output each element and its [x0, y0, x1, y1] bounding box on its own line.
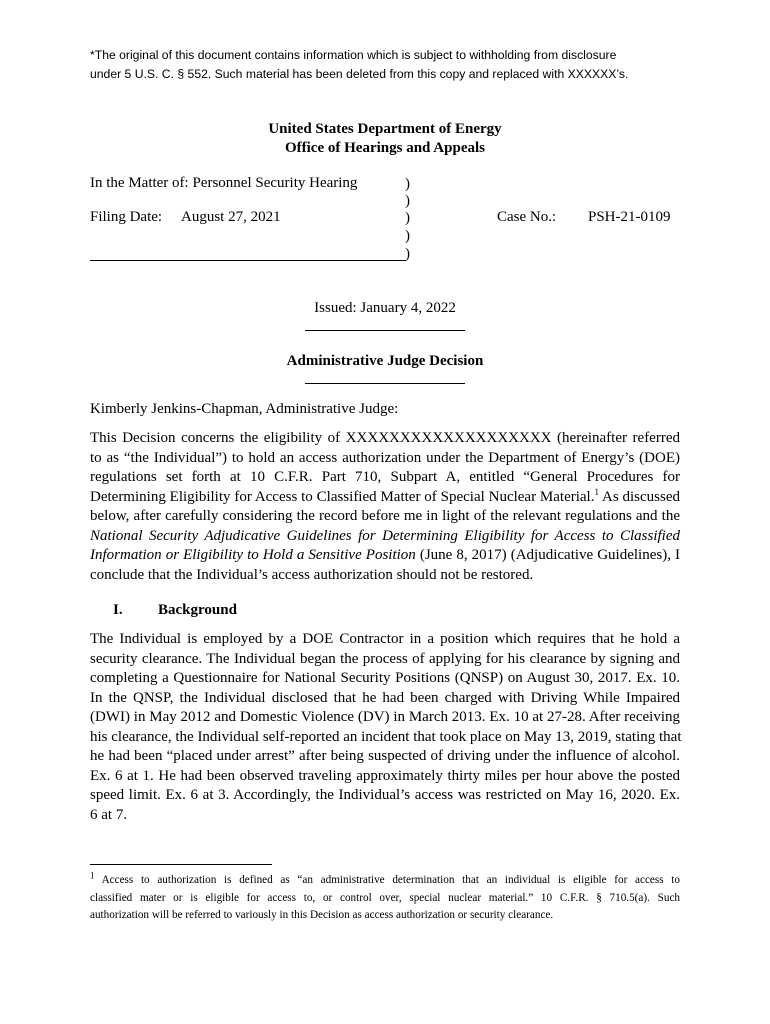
divider-line — [305, 383, 465, 384]
background-line: The Individual is employed by a DOE Contractor in a position which requires that he hold a — [90, 631, 680, 647]
notice-line-2: under 5 U.S. C. § 552. Such material has been deleted from this copy and replaced with XXXXXX’s. — [90, 67, 629, 81]
intro-line-text: Determining Eligibility for Access to Classified Matter of Special Nuclear Material. — [90, 488, 595, 505]
background-line: speed limit. Ex. 6 at 3. Accordingly, the Individual’s access was restricted on May 16, 2020. Ex. — [90, 787, 680, 803]
footnote-text: Access to authorization is defined as “an administrative determination that an individual is eligible for access to — [94, 874, 680, 886]
notice-line-1: *The original of this document contains information which is subject to withholding from disclosure — [90, 48, 617, 62]
footnote-ref: 1 — [594, 486, 599, 497]
footnote-marker: 1 — [90, 870, 95, 881]
withholding-notice — [90, 46, 690, 84]
intro-line: below, after carefully considering the record before me in light of the relevant regulations and the — [90, 508, 680, 524]
intro-line-tail: (June 8, 2017) (Adjudicative Guidelines), I — [415, 547, 680, 563]
matter-caption: In the Matter of: Personnel Security Hearing — [90, 175, 358, 191]
office-title: Office of Hearings and Appeals — [284, 140, 485, 156]
divider-line — [305, 330, 465, 331]
caption-paren: ) — [405, 246, 410, 262]
intro-line-italic: National Security Adjudicative Guidelines for Determining Eligibility for Access to Classified — [90, 527, 680, 544]
footnote-line: classified mater or is eligible for access to, or control over, special nuclear material.” 10 C.F.R. § 710.5(a). Such — [90, 891, 680, 904]
caption-paren: ) — [405, 176, 410, 192]
intro-line-tail: As discussed — [598, 488, 680, 505]
footnote-separator — [90, 864, 272, 865]
guidelines-title: Information or Eligibility to Hold a Sensitive Position — [90, 547, 416, 563]
background-line: he had been “placed under arrest” after being suspected of driving under the influence of alcohol. — [90, 748, 680, 764]
caption-paren: ) — [405, 193, 410, 209]
caption-underline — [90, 260, 406, 261]
intro-line: This Decision concerns the eligibility of XXXXXXXXXXXXXXXXXXX (hereinafter referred — [90, 430, 680, 446]
department-title: United States Department of Energy — [268, 121, 502, 137]
footnote — [90, 872, 680, 925]
intro-line — [90, 488, 680, 508]
intro-line — [90, 546, 680, 566]
background-line: Ex. 6 at 1. He had been observed traveling approximately thirty miles per hour above the posted — [90, 767, 680, 784]
case-number-label: Case No.: — [497, 209, 557, 225]
intro-line: regulations set forth at 10 C.F.R. Part 710, Subpart A, entitled “General Procedures for — [90, 469, 680, 485]
background-line: (DWI) in May 2012 and Domestic Violence (DV) in March 2013. Ex. 10 at 27-28. After receiving — [90, 709, 680, 725]
background-paragraph — [90, 630, 680, 825]
intro-line: to as “the Individual”) to hold an access authorization under the Department of Energy’s (DOE) — [90, 449, 680, 466]
caption-paren: ) — [405, 210, 410, 226]
intro-paragraph — [90, 429, 680, 585]
caption-paren: ) — [405, 228, 410, 244]
footnote-line: authorization will be referred to variously in this Decision as access authorization or security clearance. — [90, 909, 554, 921]
footnote-line — [90, 872, 680, 890]
judge-name: Kimberly Jenkins-Chapman, Administrative Judge: — [90, 401, 399, 417]
background-line: In the QNSP, the Individual disclosed that he had been charged with Driving While Impaired — [90, 689, 680, 706]
decision-title: Administrative Judge Decision — [286, 353, 484, 369]
issued-date: Issued: January 4, 2022 — [314, 300, 456, 316]
background-line: 6 at 7. — [90, 806, 128, 823]
background-line: his clearance, the Individual self-reported an incident that took place on May 13, 2019, stating that — [90, 728, 682, 745]
section-title: Background — [158, 602, 237, 618]
background-line: completing a Questionnaire for National Security Positions (QNSP) on August 30, 2017. Ex. 10. — [90, 670, 680, 686]
section-number: I. — [113, 602, 123, 618]
intro-line: conclude that the Individual’s access authorization should not be restored. — [90, 566, 534, 583]
section-heading — [113, 601, 237, 620]
filing-date-value: August 27, 2021 — [181, 209, 281, 225]
filing-date-label: Filing Date: — [90, 209, 163, 225]
case-number-value: PSH-21-0109 — [588, 209, 671, 225]
background-line: security clearance. The Individual began the process of applying for his clearance by signing and — [90, 650, 680, 667]
